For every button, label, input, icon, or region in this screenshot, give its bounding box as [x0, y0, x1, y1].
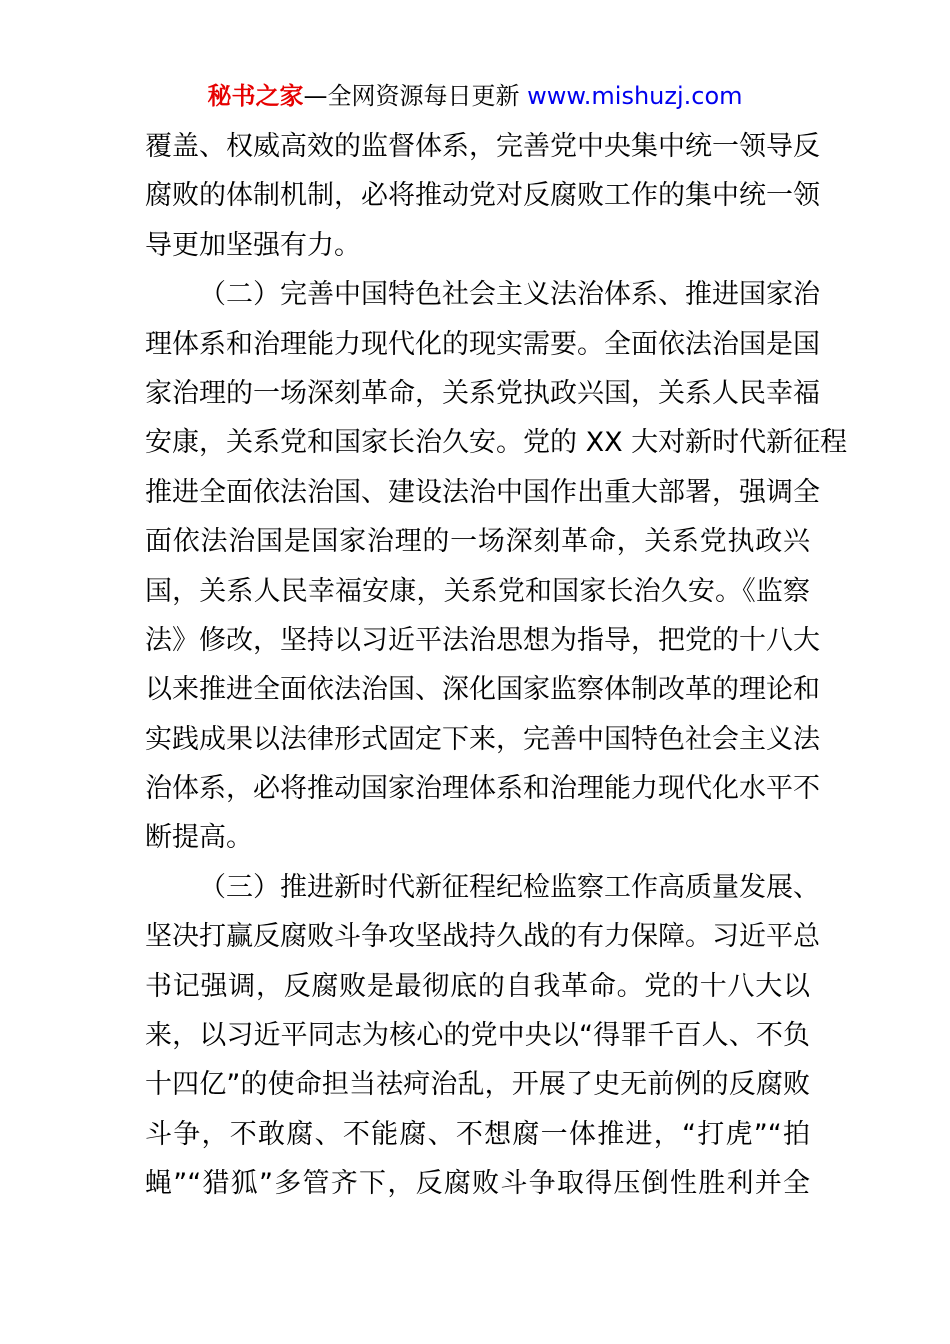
text-line: 十四亿”的使命担当祛疴治乱，开展了史无前例的反腐败 [145, 1069, 810, 1101]
text-line: 面依法治国是国家治理的一场深刻革命，关系党执政兴 [145, 526, 810, 558]
page-header [0, 78, 950, 114]
site-url-link[interactable]: www.mishuzj.com [527, 82, 743, 110]
text-line: 蝇”“猎狐”多管齐下，反腐败斗争取得压倒性胜利并全 [145, 1168, 810, 1200]
text-line: 国，关系人民幸福安康，关系党和国家长治久安。《监察 [145, 575, 810, 607]
text-line: 覆盖、权威高效的监督体系，完善党中央集中统一领导反 [145, 131, 820, 162]
text-line: （二）完善中国特色社会主义法治体系、推进国家治 [199, 279, 820, 311]
document-body [145, 122, 848, 1209]
text-line: 家治理的一场深刻革命，关系党执政兴国，关系人民幸福 [145, 377, 820, 409]
text-line: 理体系和治理能力现代化的现实需要。全面依法治国是国 [145, 328, 820, 360]
text-line: 书记强调，反腐败是最彻底的自我革命。党的十八大以 [145, 970, 810, 1002]
text-line: 安康，关系党和国家长治久安。党的 XX 大对新时代新征程 [145, 427, 848, 459]
text-line: 坚决打赢反腐败斗争攻坚战持久战的有力保障。习近平总 [145, 921, 820, 953]
text-line: 断提高。 [145, 822, 253, 854]
text-line: 实践成果以法律形式固定下来，完善中国特色社会主义法 [145, 723, 820, 755]
header-tagline: —全网资源每日更新 [303, 82, 528, 110]
text-line: 治体系，必将推动国家治理体系和治理能力现代化水平不 [145, 773, 820, 805]
text-line: 以来推进全面依法治国、深化国家监察体制改革的理论和 [145, 674, 820, 706]
text-line: 推进全面依法治国、建设法治中国作出重大部署，强调全 [145, 476, 820, 508]
text-line: 导更加坚强有力。 [145, 229, 361, 261]
text-line: 腐败的体制机制，必将推动党对反腐败工作的集中统一领 [145, 180, 820, 212]
text-line: 来，以习近平同志为核心的党中央以“得罪千百人、不负 [145, 1020, 810, 1052]
text-line: 斗争，不敢腐、不能腐、不想腐一体推进，“打虎”“拍 [145, 1118, 810, 1150]
brand-name: 秘书之家 [207, 82, 304, 110]
text-line: 法》修改，坚持以习近平法治思想为指导，把党的十八大 [145, 624, 820, 656]
text-line: （三）推进新时代新征程纪检监察工作高质量发展、 [199, 871, 820, 903]
